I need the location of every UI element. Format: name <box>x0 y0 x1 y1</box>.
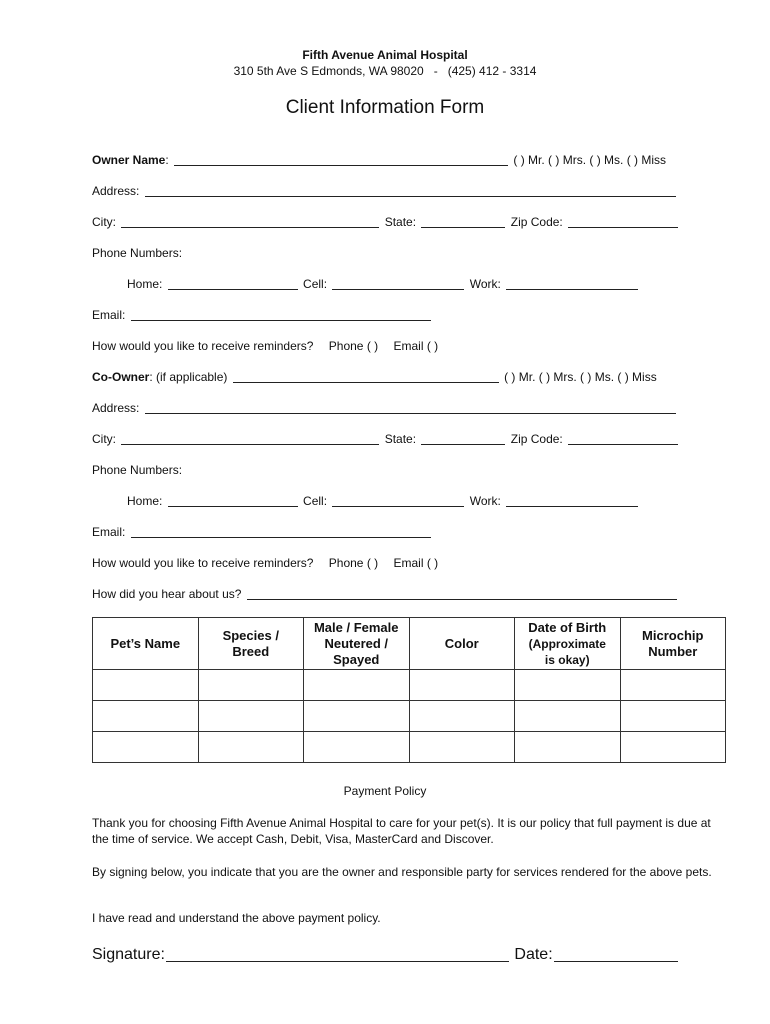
co-owner-name-suffix: : (if applicable) <box>149 370 228 384</box>
co-owner-home-label: Home: <box>127 494 163 508</box>
co-owner-cell-label: Cell: <box>303 494 328 508</box>
sex-cell[interactable] <box>304 701 410 732</box>
owner-state-field[interactable] <box>421 215 505 228</box>
pet-table <box>92 617 726 763</box>
co-owner-title-options[interactable]: ( ) Mr. ( ) Mrs. ( ) Ms. ( ) Miss <box>504 370 657 384</box>
owner-phone-numbers-label: Phone Numbers: <box>92 246 183 260</box>
owner-zip-label: Zip Code: <box>510 215 563 229</box>
co-owner-city-field[interactable] <box>121 432 379 445</box>
co-owner-city-label: City: <box>92 432 116 446</box>
co-owner-state-label: State: <box>384 432 417 446</box>
breed-header-line: Breed <box>232 643 270 659</box>
payment-policy-paragraph-2: By signing below, you indicate that you are the owner and responsible party for services rendered for the above pets. <box>92 865 712 879</box>
form-title: Client Information Form <box>285 97 485 118</box>
owner-cell-phone-field[interactable] <box>332 277 464 290</box>
owner-city-row <box>92 214 680 230</box>
co-owner-home-phone-field[interactable] <box>168 494 298 507</box>
co-owner-state-field[interactable] <box>421 432 505 445</box>
owner-zip-field[interactable] <box>568 215 678 228</box>
referral-row <box>92 586 679 602</box>
pet-name-header <box>93 618 199 670</box>
co-owner-address-field[interactable] <box>145 401 676 414</box>
owner-city-field[interactable] <box>121 215 379 228</box>
co-owner-email-label: Email: <box>92 525 126 539</box>
sex-cell[interactable] <box>304 670 410 701</box>
owner-title-options[interactable]: ( ) Mr. ( ) Mrs. ( ) Ms. ( ) Miss <box>513 153 667 167</box>
pet-name-cell[interactable] <box>93 732 199 763</box>
signature-label: Signature: <box>92 946 165 963</box>
referral-field[interactable] <box>247 587 677 600</box>
owner-reminder-phone-option[interactable]: Phone ( ) <box>328 339 379 353</box>
pet-name-cell[interactable] <box>93 670 199 701</box>
owner-address-row <box>92 183 678 199</box>
co-owner-phones-row <box>127 493 640 509</box>
date-of-birth-header <box>515 618 621 670</box>
sex-neutered-header <box>304 618 410 670</box>
table-row <box>93 670 726 701</box>
owner-email-label: Email: <box>92 308 126 322</box>
dob-cell[interactable] <box>515 670 621 701</box>
microchip-header <box>620 618 726 670</box>
date-label: Date: <box>514 946 553 963</box>
spayed-header-line: Spayed <box>333 651 380 667</box>
owner-name-colon: : <box>165 153 169 167</box>
co-owner-zip-label: Zip Code: <box>510 432 563 446</box>
table-row <box>93 701 726 732</box>
owner-state-label: State: <box>384 215 417 229</box>
date-field[interactable] <box>554 947 678 962</box>
owner-name-field[interactable] <box>174 153 508 166</box>
owner-cell-label: Cell: <box>303 277 328 291</box>
owner-home-phone-field[interactable] <box>168 277 298 290</box>
microchip-cell[interactable] <box>620 732 726 763</box>
co-owner-work-label: Work: <box>469 494 501 508</box>
co-owner-name-field[interactable] <box>233 370 499 383</box>
co-owner-city-row <box>92 431 680 447</box>
co-owner-name-label: Co-Owner <box>92 370 150 384</box>
microchip-cell[interactable] <box>620 670 726 701</box>
owner-address-field[interactable] <box>145 184 676 197</box>
signature-field[interactable] <box>166 947 509 962</box>
sex-cell[interactable] <box>304 732 410 763</box>
co-owner-name-row <box>92 369 657 385</box>
owner-work-label: Work: <box>469 277 501 291</box>
hospital-name: Fifth Avenue Animal Hospital <box>302 48 468 62</box>
species-cell[interactable] <box>198 732 304 763</box>
owner-reminders-row <box>92 338 438 354</box>
table-row <box>93 732 726 763</box>
pet-name-header-line: Pet’s Name <box>110 635 181 651</box>
owner-name-row <box>92 152 666 168</box>
species-header-line: Species / <box>222 627 279 643</box>
pet-name-cell[interactable] <box>93 701 199 732</box>
color-cell[interactable] <box>409 732 515 763</box>
co-owner-reminders-question: How would you like to receive reminders? <box>92 556 314 570</box>
co-owner-email-row <box>92 524 433 540</box>
dob-okay-header-line: is okay) <box>544 652 590 667</box>
referral-label: How did you hear about us? <box>92 587 242 601</box>
co-owner-reminder-phone-option[interactable]: Phone ( ) <box>328 556 379 570</box>
hospital-address: 310 5th Ave S Edmonds, WA 98020 - (425) 412 - 3314 <box>233 64 537 78</box>
owner-name-label: Owner Name <box>92 153 166 167</box>
owner-reminder-email-option[interactable]: Email ( ) <box>393 339 439 353</box>
species-cell[interactable] <box>198 670 304 701</box>
dob-cell[interactable] <box>515 732 621 763</box>
co-owner-phone-numbers-label: Phone Numbers: <box>92 463 183 477</box>
payment-policy-paragraph-1: Thank you for choosing Fifth Avenue Animal Hospital to care for your pet(s). It is our policy that full payment is due at the time of service. We accept Cash, Debit, Visa, MasterCard and Discover. <box>92 816 711 846</box>
color-cell[interactable] <box>409 701 515 732</box>
owner-email-row <box>92 307 433 323</box>
co-owner-reminders-row <box>92 555 438 571</box>
sex-header-line: Male / Female <box>313 619 399 635</box>
co-owner-email-field[interactable] <box>131 525 431 538</box>
dob-cell[interactable] <box>515 701 621 732</box>
color-header <box>409 618 515 670</box>
owner-home-label: Home: <box>127 277 163 291</box>
co-owner-work-phone-field[interactable] <box>506 494 638 507</box>
number-header-line: Number <box>648 643 698 659</box>
species-cell[interactable] <box>198 701 304 732</box>
owner-reminders-question: How would you like to receive reminders? <box>92 339 314 353</box>
dob-header-line: Date of Birth <box>528 619 607 635</box>
payment-policy-paragraph-3: I have read and understand the above payment policy. <box>92 911 381 925</box>
co-owner-zip-field[interactable] <box>568 432 678 445</box>
pet-table-header-row <box>93 618 726 670</box>
neutered-header-line: Neutered / <box>324 635 389 651</box>
co-owner-address-row <box>92 400 678 416</box>
owner-email-field[interactable] <box>131 308 431 321</box>
color-header-line: Color <box>444 635 479 651</box>
microchip-header-line: Microchip <box>642 627 704 643</box>
dob-approx-header-line: (Approximate <box>528 636 606 651</box>
co-owner-address-label: Address: <box>92 401 140 415</box>
signature-row <box>92 946 679 964</box>
co-owner-reminder-email-option[interactable]: Email ( ) <box>393 556 439 570</box>
co-owner-cell-phone-field[interactable] <box>332 494 464 507</box>
owner-phones-row <box>127 276 640 292</box>
owner-work-phone-field[interactable] <box>506 277 638 290</box>
color-cell[interactable] <box>409 670 515 701</box>
owner-city-label: City: <box>92 215 116 229</box>
payment-policy-title: Payment Policy <box>343 784 427 798</box>
microchip-cell[interactable] <box>620 701 726 732</box>
owner-address-label: Address: <box>92 184 140 198</box>
species-breed-header <box>198 618 304 670</box>
